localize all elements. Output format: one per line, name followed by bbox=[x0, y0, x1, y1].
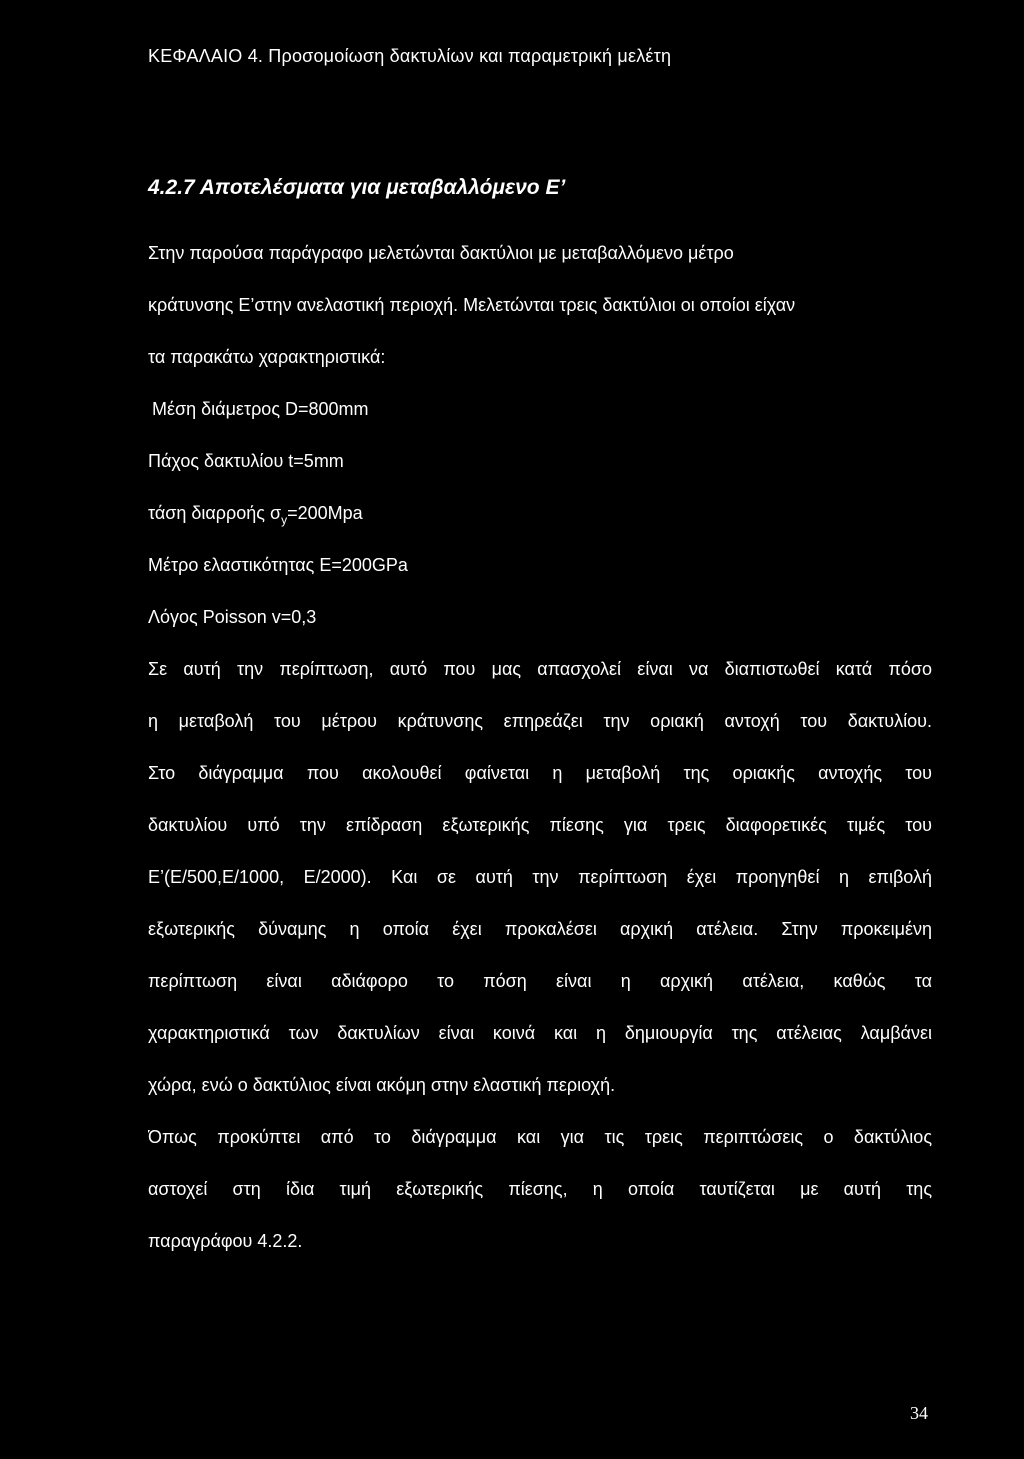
paragraph-line: χώρα, ενώ ο δακτύλιος είναι ακόμη στην ελαστική περιοχή. bbox=[148, 1075, 616, 1095]
paragraph-line: Σε αυτή την περίπτωση, αυτό που μας απασχολεί είναι να διαπιστωθεί κατά πόσο bbox=[148, 659, 932, 679]
paragraph-line: Στο διάγραμμα που ακολουθεί φαίνεται η μεταβολή της οριακής αντοχής του bbox=[148, 763, 932, 783]
paragraph-line: Όπως προκύπτει από το διάγραμμα και για τις τρεις περιπτώσεις ο δακτύλιος bbox=[148, 1127, 932, 1147]
paragraph-line: τα παρακάτω χαρακτηριστικά: bbox=[148, 347, 386, 367]
yield-prefix: τάση διαρροής σ bbox=[148, 503, 282, 523]
property-yield-stress bbox=[148, 487, 932, 539]
chapter-header: ΚΕΦΑΛΑΙΟ 4. Προσομοίωση δακτυλίων και παραμετρική μελέτη bbox=[148, 46, 672, 66]
property-thickness: Πάχος δακτυλίου t=5mm bbox=[148, 451, 344, 471]
paragraph-line: κράτυνσης Ε’στην ανελαστική περιοχή. Μελετώνται τρεις δακτύλιοι οι οποίοι είχαν bbox=[148, 295, 796, 315]
paragraph-line: περίπτωση είναι αδιάφορο το πόση είναι η αρχική ατέλεια, καθώς τα bbox=[148, 971, 932, 991]
paragraph-line: Στην παρούσα παράγραφο μελετώνται δακτύλιοι με μεταβαλλόμενο μέτρο bbox=[148, 243, 734, 263]
paragraph-line: παραγράφου 4.2.2. bbox=[148, 1231, 303, 1251]
page-number: 34 bbox=[910, 1403, 928, 1423]
yield-value: =200Mpa bbox=[287, 503, 363, 523]
paragraph-line: εξωτερικής δύναμης η οποία έχει προκαλέσει αρχική ατέλεια. Στην προκειμένη bbox=[148, 919, 932, 939]
body-text bbox=[148, 227, 932, 1267]
property-elasticity: Μέτρο ελαστικότητας E=200GPa bbox=[148, 555, 408, 575]
yield-subscript: y bbox=[281, 513, 288, 527]
paragraph-line: Ε’(Ε/500,Ε/1000, Ε/2000). Και σε αυτή την περίπτωση έχει προηγηθεί η επιβολή bbox=[148, 867, 932, 887]
section-title: 4.2.7 Αποτελέσματα για μεταβαλλόμενο Ε’ bbox=[148, 176, 566, 199]
paragraph-line: αστοχεί στη ίδια τιμή εξωτερικής πίεσης, η οποία ταυτίζεται με αυτή της bbox=[148, 1179, 932, 1199]
paragraph-line: η μεταβολή του μέτρου κράτυνσης επηρεάζει την οριακή αντοχή του δακτυλίου. bbox=[148, 711, 932, 731]
paragraph-line: χαρακτηριστικά των δακτυλίων είναι κοινά και η δημιουργία της ατέλειας λαμβάνει bbox=[148, 1023, 932, 1043]
property-diameter: Μέση διάμετρος D=800mm bbox=[152, 399, 369, 419]
property-poisson: Λόγος Poisson v=0,3 bbox=[148, 607, 317, 627]
paragraph-line: δακτυλίου υπό την επίδραση εξωτερικής πίεσης για τρεις διαφορετικές τιμές του bbox=[148, 815, 932, 835]
